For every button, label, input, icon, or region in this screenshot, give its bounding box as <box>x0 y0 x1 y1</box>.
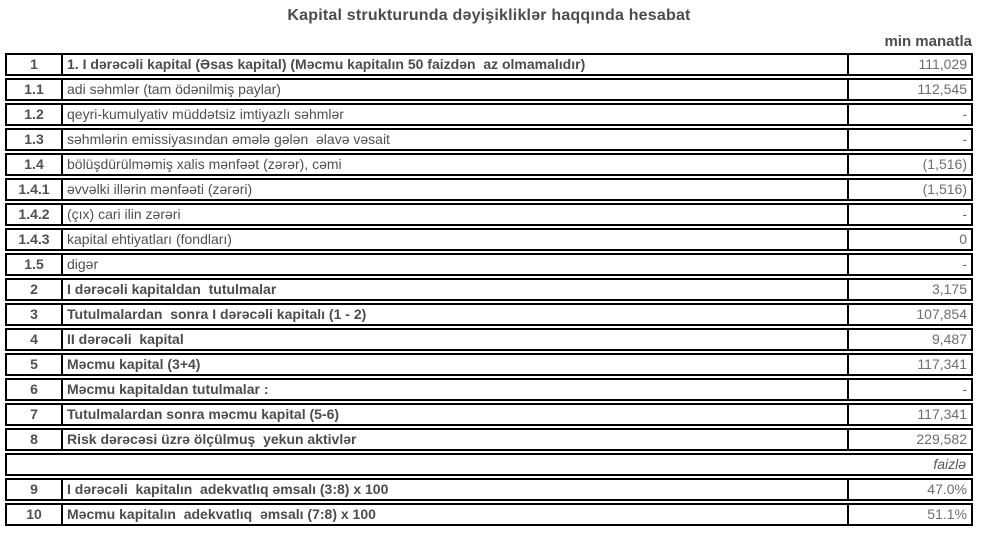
row-number-cell: 9 <box>7 480 63 499</box>
row-value-cell: 107,854 <box>847 305 971 324</box>
report-sheet <box>5 7 973 526</box>
row-number-cell: 10 <box>7 505 63 524</box>
row-value-cell: - <box>847 130 971 149</box>
row-number-cell: 8 <box>7 430 63 449</box>
row-value-cell: 47.0% <box>847 480 971 499</box>
row-label-cell: Tutulmalardan sonra I dərəcəli kapitalı (1 - 2) <box>67 306 367 322</box>
row-value-cell: 3,175 <box>847 280 971 299</box>
table-row <box>5 103 973 126</box>
row-label-cell: qeyri-kumulyativ müddətsiz imtiyazlı səhmlər <box>67 106 344 122</box>
row-value-cell: 9,487 <box>847 330 971 349</box>
capital-structure-table <box>5 53 973 526</box>
row-value-cell: - <box>847 380 971 399</box>
table-row <box>5 353 973 376</box>
row-value-cell: (1,516) <box>847 180 971 199</box>
row-value-cell: 0 <box>847 230 971 249</box>
table-row <box>5 153 973 176</box>
row-value-cell: 117,341 <box>847 405 971 424</box>
table-row <box>5 78 973 101</box>
section-label-cell: faizlə <box>933 456 966 472</box>
row-value-cell: - <box>847 105 971 124</box>
row-value-cell: 117,341 <box>847 355 971 374</box>
row-label-cell: Risk dərəcəsi üzrə ölçülmuş yekun aktivlər <box>67 431 357 447</box>
row-label-cell: Məcmu kapitalın adekvatlıq əmsalı (7:8) x 100 <box>67 506 376 522</box>
table-row <box>5 478 973 501</box>
table-row <box>5 278 973 301</box>
row-label-cell: Tutulmalardan sonra məcmu kapital (5-6) <box>67 406 340 422</box>
table-row <box>5 503 973 526</box>
row-label-cell: kapital ehtiyatları (fondları) <box>67 231 232 247</box>
unit-label: min manatla <box>884 33 972 50</box>
row-number-cell: 2 <box>7 280 63 299</box>
row-value-cell: - <box>847 255 971 274</box>
row-number-cell: 1.2 <box>7 105 63 124</box>
row-value-cell: 229,582 <box>847 430 971 449</box>
table-row <box>5 428 973 451</box>
row-number-cell: 1.1 <box>7 80 63 99</box>
row-value-cell: 111,029 <box>847 55 971 74</box>
table-row <box>5 178 973 201</box>
row-label-cell: Məcmu kapital (3+4) <box>67 356 201 372</box>
table-row <box>5 253 973 276</box>
row-label-cell: bölüşdürülməmiş xalis mənfəət (zərər), cəmi <box>67 156 342 172</box>
table-section-row <box>5 453 973 476</box>
table-row <box>5 378 973 401</box>
row-number-cell: 1.4.3 <box>7 230 63 249</box>
row-label-cell: adi səhmlər (tam ödənilmiş paylar) <box>67 81 281 97</box>
row-number-cell: 1.4 <box>7 155 63 174</box>
table-row <box>5 403 973 426</box>
row-number-cell: 1 <box>7 55 63 74</box>
row-number-cell: 6 <box>7 380 63 399</box>
row-number-cell: 1.4.2 <box>7 205 63 224</box>
row-value-cell: 112,545 <box>847 80 971 99</box>
row-value-cell: - <box>847 205 971 224</box>
table-row <box>5 303 973 326</box>
row-number-cell: 7 <box>7 405 63 424</box>
row-label-cell: II dərəcəli kapital <box>67 331 184 347</box>
row-label-cell: I dərəcəli kapitalın adekvatlıq əmsalı (3:8) x 100 <box>67 481 389 497</box>
row-number-cell: 4 <box>7 330 63 349</box>
table-row <box>5 328 973 351</box>
row-label-cell: səhmlərin emissiyasından əmələ gələn əlavə vəsait <box>67 131 390 147</box>
table-row <box>5 203 973 226</box>
row-label-cell: Məcmu kapitaldan tutulmalar : <box>67 381 269 397</box>
row-label-cell: əvvəlki illərin mənfəəti (zərəri) <box>67 181 253 197</box>
row-label-cell: 1. I dərəcəli kapital (Əsas kapital) (Məcmu kapitalın 50 faizdən az olmamalıdır) <box>67 56 586 72</box>
page-title: Kapital strukturunda dəyişikliklər haqqında hesabat <box>287 7 691 24</box>
table-row <box>5 53 973 76</box>
row-label-cell: I dərəcəli kapitaldan tutulmalar <box>67 281 277 297</box>
row-label-cell: (çıx) cari ilin zərəri <box>67 206 181 222</box>
row-number-cell: 1.4.1 <box>7 180 63 199</box>
table-row <box>5 128 973 151</box>
row-label-cell: digər <box>67 256 99 272</box>
row-number-cell: 5 <box>7 355 63 374</box>
row-value-cell: (1,516) <box>847 155 971 174</box>
row-number-cell: 1.5 <box>7 255 63 274</box>
row-value-cell: 51.1% <box>847 505 971 524</box>
row-number-cell: 3 <box>7 305 63 324</box>
row-number-cell: 1.3 <box>7 130 63 149</box>
table-row <box>5 228 973 251</box>
